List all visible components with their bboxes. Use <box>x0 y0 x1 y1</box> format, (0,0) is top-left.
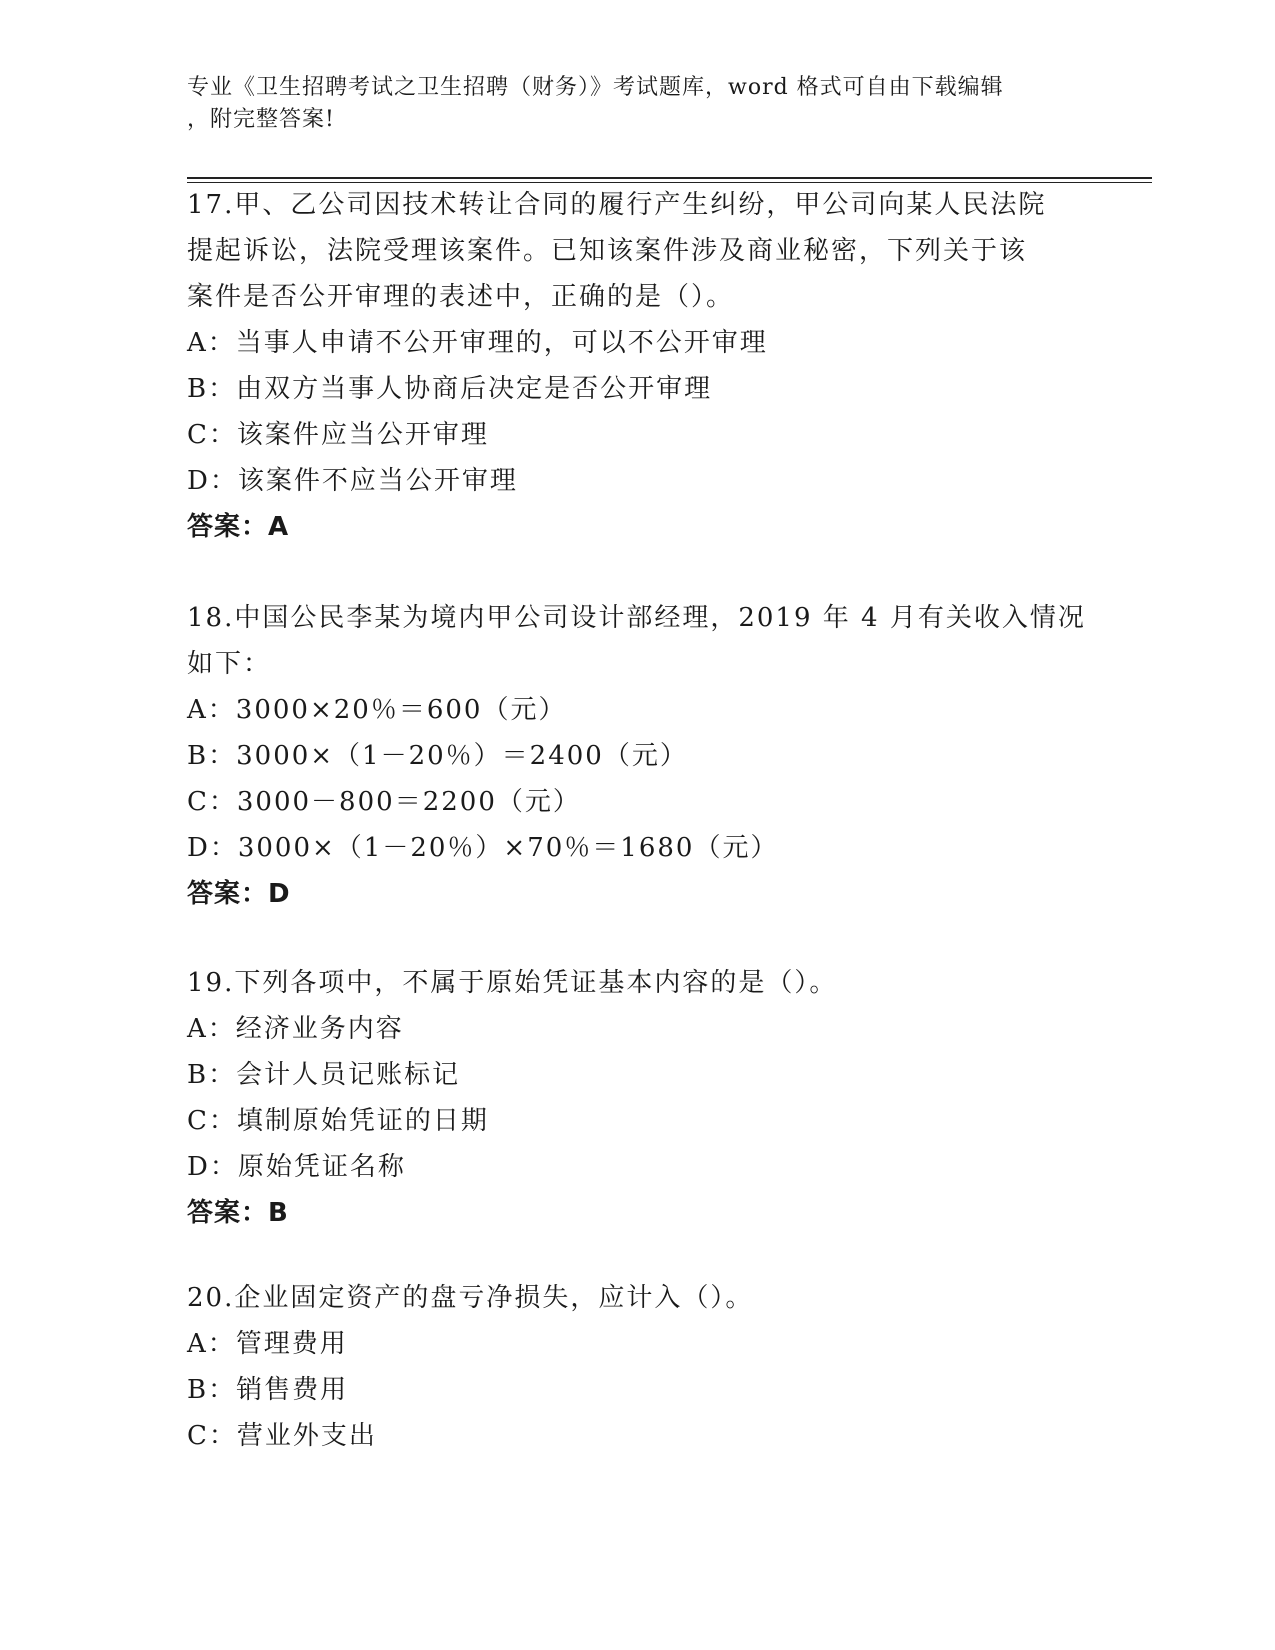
question-17 <box>187 182 1087 550</box>
question-stem-line: 如下： <box>187 649 272 679</box>
option-b: B：3000×（1－20％）＝2400（元） <box>187 741 688 771</box>
header-line-1: 专业《卫生招聘考试之卫生招聘（财务）》考试题库，word 格式可自由下载编辑 <box>187 75 1004 100</box>
option-d: D：该案件不应当公开审理 <box>187 466 518 496</box>
option-c: C：3000－800＝2200（元） <box>187 787 581 817</box>
answer-label: 答案：B <box>187 1198 289 1228</box>
question-stem-line: 提起诉讼，法院受理该案件。已知该案件涉及商业秘密，下列关于该 <box>187 236 1028 266</box>
option-b: B：会计人员记账标记 <box>187 1060 461 1090</box>
option-a: A：经济业务内容 <box>187 1014 404 1044</box>
question-stem-line: 案件是否公开审理的表述中，正确的是（）。 <box>187 282 735 312</box>
option-a: A：3000×20％＝600（元） <box>187 695 567 725</box>
option-c: C：填制原始凭证的日期 <box>187 1106 489 1136</box>
header-line-2: ，附完整答案! <box>187 107 335 132</box>
option-b: B：由双方当事人协商后决定是否公开审理 <box>187 374 713 404</box>
option-d: D：原始凭证名称 <box>187 1152 406 1182</box>
question-stem-line: 19.下列各项中，不属于原始凭证基本内容的是（）。 <box>187 968 838 998</box>
option-a: A：当事人申请不公开审理的，可以不公开审理 <box>187 328 768 358</box>
answer-label: 答案：D <box>187 879 291 909</box>
question-stem-line: 17.甲、乙公司因技术转让合同的履行产生纠纷，甲公司向某人民法院 <box>187 190 1047 220</box>
answer-label: 答案：A <box>187 512 290 542</box>
option-a: A：管理费用 <box>187 1329 348 1359</box>
question-stem-line: 18.中国公民李某为境内甲公司设计部经理，2019 年 4 月有关收入情况 <box>187 603 1086 633</box>
question-stem-line: 20.企业固定资产的盘亏净损失，应计入（）。 <box>187 1283 754 1313</box>
question-20 <box>187 1275 1087 1459</box>
question-19 <box>187 960 1087 1236</box>
header-divider-thick <box>187 177 1152 179</box>
option-c: C：该案件应当公开审理 <box>187 420 489 450</box>
document-header <box>187 72 1067 136</box>
question-18 <box>187 595 1087 917</box>
option-c: C：营业外支出 <box>187 1421 377 1451</box>
option-b: B：销售费用 <box>187 1375 349 1405</box>
option-d: D：3000×（1－20％）×70％＝1680（元） <box>187 833 779 863</box>
